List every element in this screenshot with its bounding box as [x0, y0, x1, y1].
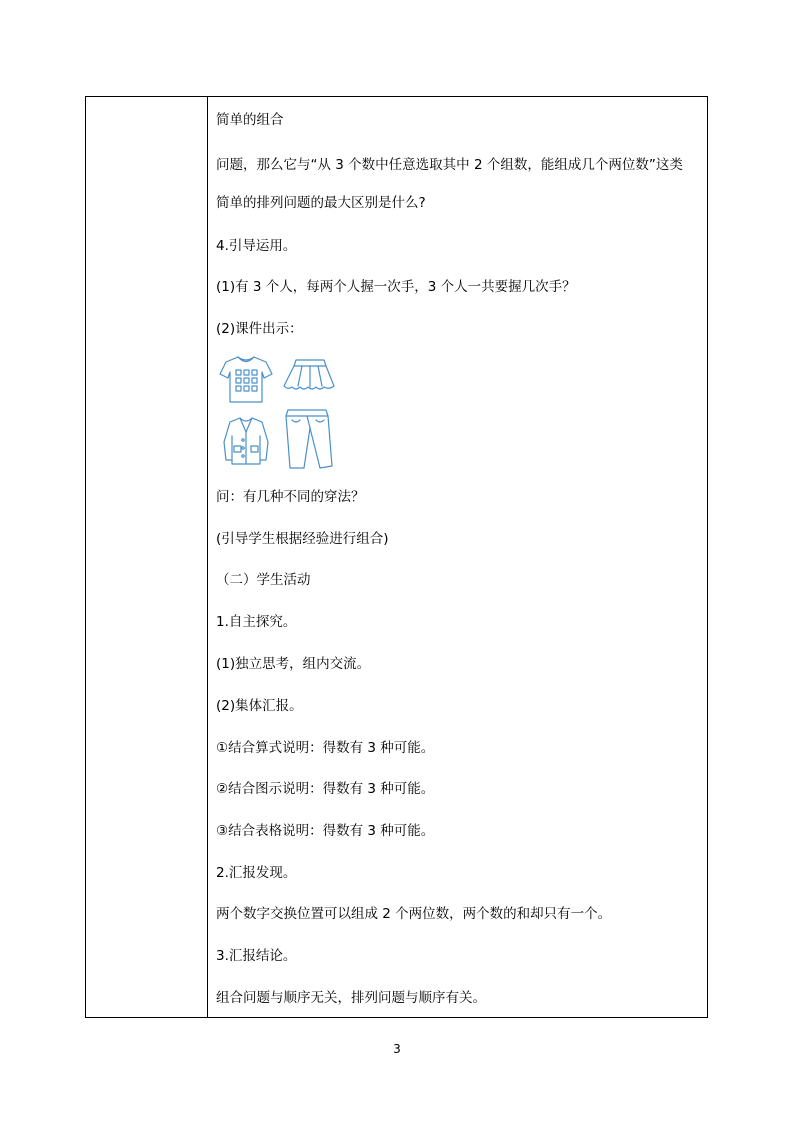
text-line: ①结合算式说明：得数有 3 种可能。 — [216, 740, 435, 756]
text-line: (引导学生根据经验进行组合) — [216, 531, 389, 547]
left-cell — [86, 97, 207, 1017]
text-line: 简单的组合 — [216, 112, 284, 128]
text-line: (2)集体汇报。 — [216, 698, 303, 714]
text-line: 问：有几种不同的穿法？ — [216, 489, 365, 505]
text-line: （二）学生活动 — [216, 572, 311, 588]
text-line: 简单的排列问题的最大区别是什么? — [216, 195, 426, 211]
text-line: (2)课件出示： — [216, 321, 303, 337]
jacket-icon — [224, 418, 268, 464]
text-line: 4.引导运用。 — [216, 238, 297, 254]
skirt-icon — [284, 360, 334, 389]
text-line: 问题，那么它与“从 3 个数中任意选取其中 2 个组数，能组成几个两位数”这类 — [216, 157, 683, 173]
content-cell — [216, 97, 702, 1017]
t-shirt-icon — [220, 357, 272, 402]
text-line: 两个数字交换位置可以组成 2 个两位数，两个数的和却只有一个。 — [216, 906, 612, 922]
clothes-illustration — [216, 352, 341, 473]
lesson-table — [85, 96, 708, 1018]
text-line: (1)独立思考，组内交流。 — [216, 656, 371, 672]
column-divider — [207, 97, 208, 1017]
text-line: 3.汇报结论。 — [216, 948, 297, 964]
text-line: 1.自主探究。 — [216, 614, 297, 630]
text-line: ③结合表格说明：得数有 3 种可能。 — [216, 823, 435, 839]
pants-icon — [286, 410, 332, 468]
text-line: 组合问题与顺序无关，排列问题与顺序有关。 — [216, 990, 486, 1006]
page-number: 3 — [393, 1042, 401, 1056]
text-line: 2.汇报发现。 — [216, 865, 297, 881]
text-line: ②结合图示说明：得数有 3 种可能。 — [216, 781, 435, 797]
text-line: (1)有 3 个人，每两个人握一次手，3 个人一共要握几次手？ — [216, 279, 576, 295]
